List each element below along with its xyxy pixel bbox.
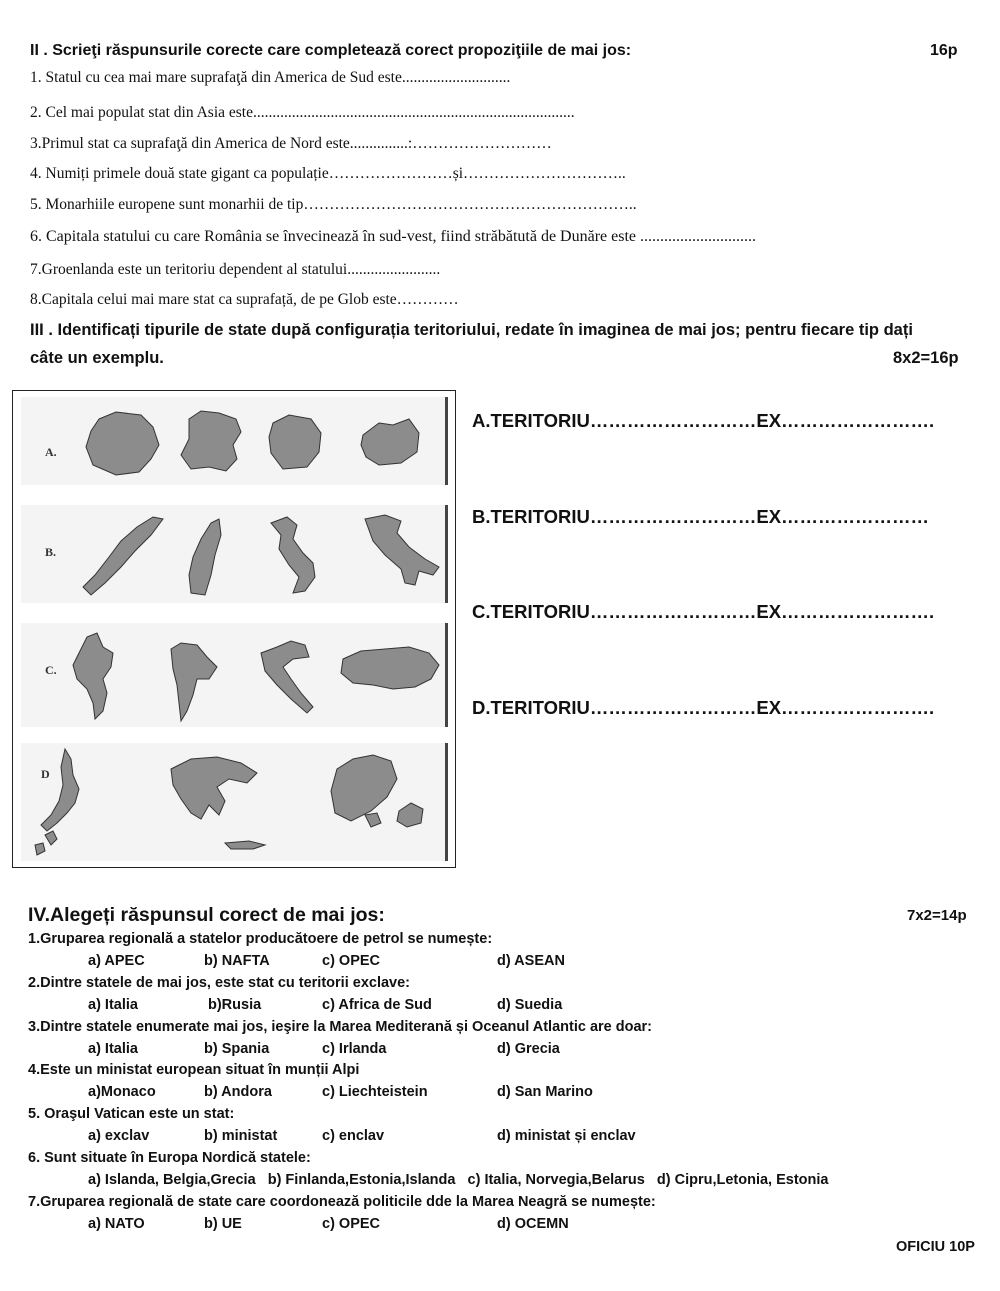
mcq5-option-d[interactable]: d) ministat și enclav xyxy=(497,1128,636,1144)
mcq1-option-c[interactable]: c) OPEC xyxy=(322,953,381,969)
mcq1-option-b[interactable]: b) NAFTA xyxy=(204,953,270,969)
mcq4-option-d[interactable]: d) San Marino xyxy=(497,1084,593,1100)
mcq5-option-a[interactable]: a) exclav xyxy=(88,1128,150,1144)
mcq3-option-a[interactable]: a) Italia xyxy=(88,1041,138,1057)
row-a-compact xyxy=(21,397,445,485)
label-c: C. xyxy=(45,663,57,677)
mcq-question-3: 3.Dintre statele enumerate mai jos, ieşire la Marea Mediterană și Oceanul Atlantic are doar: xyxy=(28,1019,653,1035)
mcq-question-1: 1.Gruparea regională a statelor producătoere de petrol se numește: xyxy=(28,931,493,947)
divider-bar xyxy=(445,505,448,603)
mcq7-option-c[interactable]: c) OPEC xyxy=(322,1216,381,1232)
mcq7-option-d[interactable]: d) OCEMN xyxy=(497,1216,569,1232)
label-a: A. xyxy=(45,445,57,459)
fill-question-2: 2. Cel mai populat stat din Asia este................................................................................... xyxy=(30,104,575,121)
oficiu-points: OFICIU 10P xyxy=(896,1239,975,1255)
mcq1-option-d[interactable]: d) ASEAN xyxy=(497,953,565,969)
mcq3-option-c[interactable]: c) Irlanda xyxy=(322,1041,387,1057)
section2-points: 16p xyxy=(930,42,958,59)
mcq3-option-d[interactable]: d) Grecia xyxy=(497,1041,560,1057)
mcq-question-7: 7.Gruparea regională de state care coordonează politicile dde la Marea Neagră se numește: xyxy=(28,1194,656,1210)
fill-question-8: 8.Capitala celui mai mare stat ca suprafață, de pe Glob este………… xyxy=(30,291,459,308)
mcq2-option-a[interactable]: a) Italia xyxy=(88,997,138,1013)
label-b: B. xyxy=(45,545,57,559)
fill-question-7: 7.Groenlanda este un teritoriu dependent al statului........................ xyxy=(30,261,441,278)
section4-points: 7x2=14p xyxy=(907,907,967,924)
mcq-question-4: 4.Este un ministat european situat în munții Alpi xyxy=(28,1062,360,1078)
mcq7-option-b[interactable]: b) UE xyxy=(204,1216,242,1232)
row-b-elongated xyxy=(21,505,445,603)
mcq7-option-a[interactable]: a) NATO xyxy=(88,1216,145,1232)
elongated-shapes xyxy=(21,505,445,603)
fill-question-1: 1. Statul cu cea mai mare suprafaţă din America de Sud este............................ xyxy=(30,69,511,86)
row-c-protruded xyxy=(21,623,445,727)
mcq2-option-d[interactable]: d) Suedia xyxy=(497,997,563,1013)
answer-territory-a[interactable]: A.TERITORIU………………………EX……………………. xyxy=(472,410,935,431)
divider-bar xyxy=(445,743,448,861)
row-d-fragmented xyxy=(21,743,445,861)
section3-title-line1: III . Identificați tipurile de state după configurația teritoriului, redate în imaginea de mai jos; pentru fiecare tip dați xyxy=(30,321,913,339)
mcq-question-6: 6. Sunt situate în Europa Nordică statele: xyxy=(28,1150,311,1166)
section3-title-line2: câte un exemplu. xyxy=(30,349,164,367)
mcq4-option-b[interactable]: b) Andora xyxy=(204,1084,272,1100)
territory-shapes-figure xyxy=(12,390,456,868)
protruded-shapes xyxy=(21,623,445,727)
section3-points: 8x2=16p xyxy=(893,349,959,367)
section2-title: II . Scrieţi răspunsurile corecte care completează corect propoziţiile de mai jos: xyxy=(30,42,632,59)
answer-territory-b[interactable]: B.TERITORIU………………………EX…………………… xyxy=(472,506,930,527)
mcq2-option-b[interactable]: b)Rusia xyxy=(208,997,262,1013)
section4-title: IV.Alegeți răspunsul corect de mai jos: xyxy=(28,904,385,926)
mcq2-option-c[interactable]: c) Africa de Sud xyxy=(322,997,432,1013)
fragmented-shapes xyxy=(21,743,445,861)
mcq5-option-c[interactable]: c) enclav xyxy=(322,1128,385,1144)
fill-question-5: 5. Monarhiile europene sunt monarhii de tip……………………………………………………….. xyxy=(30,196,637,213)
answer-territory-c[interactable]: C.TERITORIU………………………EX……………………. xyxy=(472,601,935,622)
fill-question-3: 3.Primul stat ca suprafaţă din America de Nord este...............:……………………… xyxy=(30,135,552,152)
mcq5-option-b[interactable]: b) ministat xyxy=(204,1128,278,1144)
mcq1-option-a[interactable]: a) APEC xyxy=(88,953,145,969)
label-d: D xyxy=(41,767,50,781)
answer-territory-d[interactable]: D.TERITORIU………………………EX……………………. xyxy=(472,697,935,718)
compact-shapes xyxy=(21,397,445,485)
mcq4-option-a[interactable]: a)Monaco xyxy=(88,1084,156,1100)
divider-bar xyxy=(445,623,448,727)
mcq3-option-b[interactable]: b) Spania xyxy=(204,1041,270,1057)
mcq-question-5: 5. Oraşul Vatican este un stat: xyxy=(28,1106,235,1122)
mcq6-options[interactable]: a) Islanda, Belgia,Grecia b) Finlanda,Estonia,Islanda c) Italia, Norvegia,Belarus d) Cipru,Letonia, Estonia xyxy=(88,1172,829,1188)
fill-question-4: 4. Numiți primele două state gigant ca populație……………………și………………………….. xyxy=(30,165,626,182)
mcq-question-2: 2.Dintre statele de mai jos, este stat cu teritorii exclave: xyxy=(28,975,410,991)
divider-bar xyxy=(445,397,448,485)
mcq4-option-c[interactable]: c) Liechteistein xyxy=(322,1084,428,1100)
fill-question-6: 6. Capitala statului cu care România se învecinează în sud-vest, fiind străbătută de Dunăre este ............................. xyxy=(30,228,756,245)
